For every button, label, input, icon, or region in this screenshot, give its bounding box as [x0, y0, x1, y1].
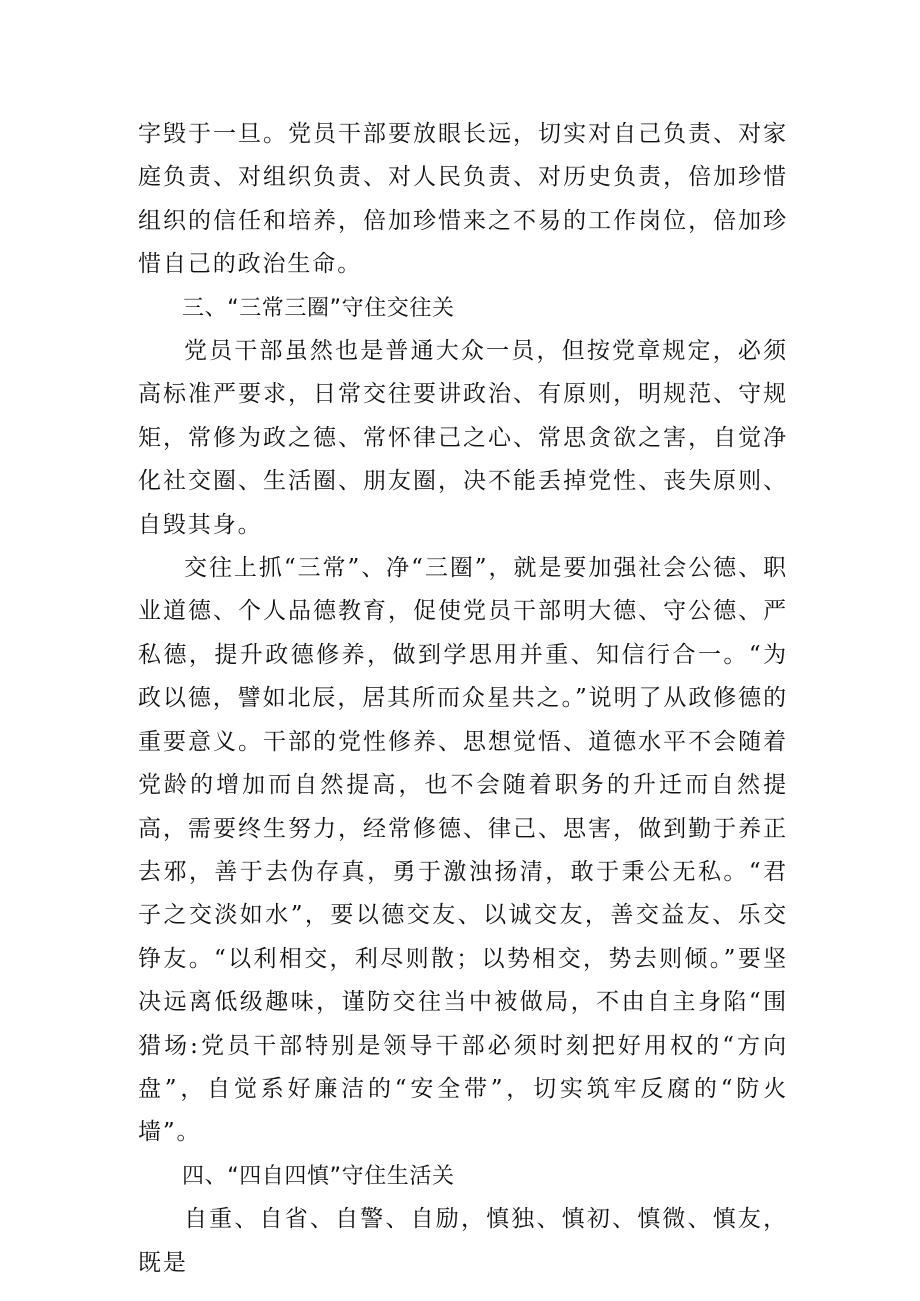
document-body [138, 113, 788, 1285]
paragraph-continuation: 字毁于一旦。党员干部要放眼长远，切实对自己负责、对家庭负责、对组织负责、对人民负责、对历史负责，倍加珍惜组织的信任和培养，倍加珍惜来之不易的工作岗位，倍加珍惜自己的政治生命。 [138, 121, 788, 278]
paragraph: 交往上抓“三常”、净“三圈”，就是要加强社会公德、职业道德、个人品德教育，促使党员干部明大德、守公德、严私德，提升政德修养，做到学思用并重、知信行合一。“为政以德，譬如北辰，居其所而众星共之。”说明了从政修德的重要意义。干部的党性修养、思想觉悟、道德水平不会随着党龄的增加而自然提高，也不会随着职务的升迁而自然提高，需要终生努力，经常修德、律己、思害，做到勤于养正去邪，善于去伪存真，勇于激浊扬清，敢于秉公无私。“君子之交淡如水”，要以德交友、以诚交友，善交益友、乐交铮友。“以利相交，利尽则散；以势相交，势去则倾。”要坚决远离低级趣味，谨防交往当中被做局，不由自主身陷“围猎场:党员干部特别是领导干部必须时刻把好用权的“方向盘”，自觉系好廉洁的“安全带”，切实筑牢反腐的“防火墙”。 [138, 555, 788, 1146]
paragraph: 党员干部虽然也是普通大众一员，但按党章规定，必须高标准严要求，日常交往要讲政治、有原则，明规范、守规矩，常修为政之德、常怀律己之心、常思贪欲之害，自觉净化社交圈、生活圈、朋友圈，决不能丢掉党性、丧失原则、自毁其身。 [138, 338, 788, 538]
section-heading-four: 四、“四自四慎”守住生活关 [182, 1163, 455, 1189]
section-heading-three: 三、“三常三圈”守住交往关 [182, 295, 455, 321]
paragraph: 自重、自省、自警、自励，慎独、慎初、慎微、慎友，既是 [138, 1206, 788, 1276]
